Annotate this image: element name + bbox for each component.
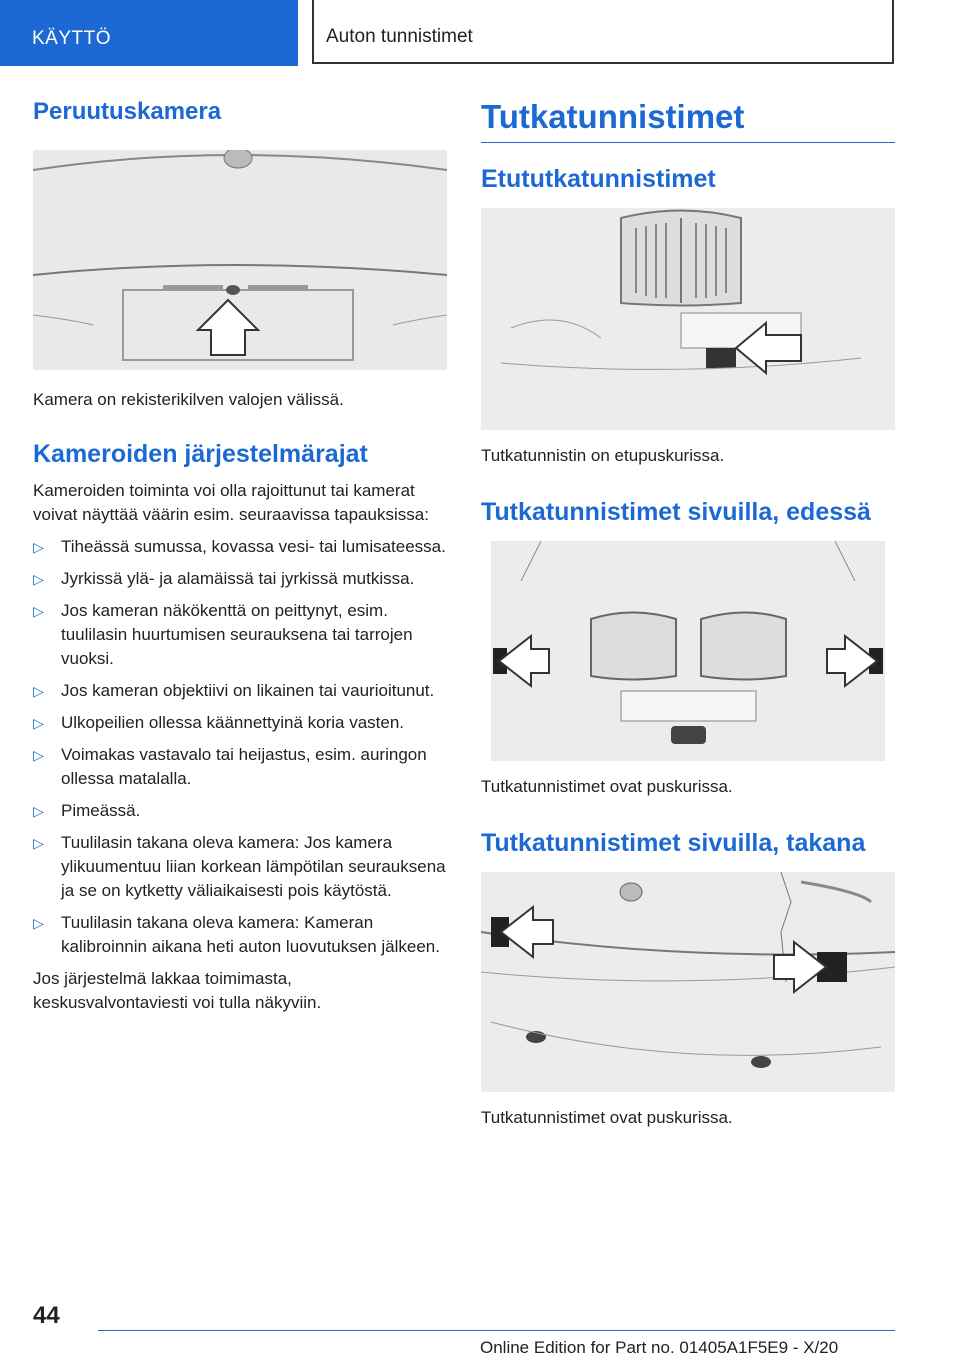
side-front-caption: Tutkatunnistimet ovat puskurissa. [481,777,733,796]
limits-title: Kameroiden järjestelmärajat [33,440,368,468]
side-rear-illustration [481,872,895,1092]
triangle-bullet-icon: ▷ [33,803,44,819]
list-item: ▷ Jos kameran näkökenttä on peittynyt, esim. tuulilasin huurtumisen seurauksena tai tarrojen vuoksi. [33,601,413,668]
side-rear-title: Tutkatunnistimet sivuilla, takana [481,829,866,857]
rear-camera-illustration [33,150,447,370]
side-front-title: Tutkatunnistimet sivuilla, edessä [481,498,871,526]
rear-camera-caption: Kamera on rekisterikilven valojen välissä. [33,390,344,409]
footer-edition: Online Edition for Part no. 01405A1F5E9 - X/20 [480,1338,839,1357]
front-radar-caption: Tutkatunnistin on etupuskurissa. [481,446,725,465]
triangle-bullet-icon: ▷ [33,539,44,555]
triangle-bullet-icon: ▷ [33,915,44,931]
chapter-header [312,0,894,64]
triangle-bullet-icon: ▷ [33,603,44,619]
triangle-bullet-icon: ▷ [33,571,44,587]
section-label: KÄYTTÖ [32,28,112,49]
left-column [33,98,447,1015]
side-rear-caption: Tutkatunnistimet ovat puskurissa. [481,1108,733,1127]
front-radar-title: Etututkatunnistimet [481,165,716,193]
section-tab [0,0,298,66]
list-item: ▷ Voimakas vastavalo tai heijastus, esim. auringon ollessa matalalla. [33,745,427,788]
list-item: ▷ Jos kameran objektiivi on likainen tai vaurioitunut. [33,679,447,703]
footer-divider [98,1330,895,1331]
limits-intro: Kameroiden toiminta voi olla rajoittunut tai kamerat voivat näyttää väärin esim. seuraavissa tapauksissa: [33,481,429,524]
triangle-bullet-icon: ▷ [33,683,44,699]
list-item: ▷ Jyrkissä ylä- ja alamäissä tai jyrkissä mutkissa. [33,567,447,591]
page-number: 44 [33,1302,60,1329]
right-column [481,98,895,1130]
list-item: ▷ Tiheässä sumussa, kovassa vesi- tai lumisateessa. [33,535,447,559]
triangle-bullet-icon: ▷ [33,835,44,851]
list-item: ▷ Tuulilasin takana oleva kamera: Jos kamera ylikuumentuu liian korkean lämpötilan seurauksena ja se on kytketty väliaikaisesti pois käytöstä. [33,833,446,900]
front-radar-illustration [481,208,895,430]
title-divider [481,142,895,143]
radar-sensors-title: Tutkatunnistimet [481,98,745,135]
triangle-bullet-icon: ▷ [33,715,44,731]
rear-camera-title: Peruutuskamera [33,98,222,125]
limits-outro: Jos järjestelmä lakkaa toimimasta, keskusvalvontaviesti voi tulla näkyviin. [33,969,322,1012]
list-item: ▷ Tuulilasin takana oleva kamera: Kameran kalibroinnin aikana heti auton luovutuksen jälkeen. [33,913,440,956]
chapter-label: Auton tunnistimet [326,26,473,47]
triangle-bullet-icon: ▷ [33,747,44,763]
list-item: ▷ Ulkopeilien ollessa käännettyinä koria vasten. [33,711,447,735]
limits-list [33,535,447,959]
side-front-illustration [481,541,895,761]
list-item: ▷ Pimeässä. [33,799,447,823]
